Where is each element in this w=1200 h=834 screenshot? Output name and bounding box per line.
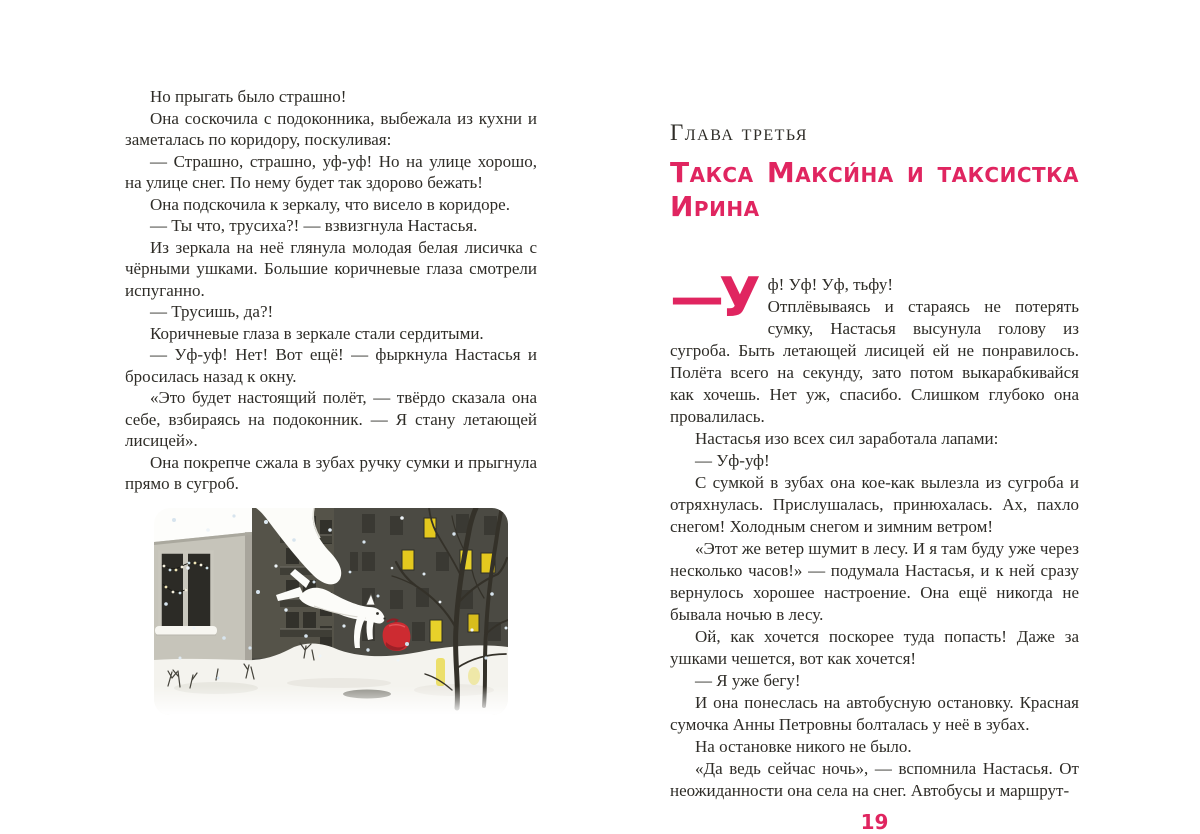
paragraph: — Уф-уф! Нет! Вот ещё! — фыркнула Настасья и бросилась назад к окну. [125, 345, 537, 386]
paragraph: Коричневые глаза в зеркале стали сердитыми. [150, 323, 484, 343]
left-page [125, 86, 537, 715]
page-number: 19 [860, 809, 889, 834]
chapter-title: Такса Макси́на и таксистка Ирина [670, 156, 1079, 223]
paragraph: «Это будет настоящий полёт, — твёрдо сказала она себе, взбираясь на подоконник. — Я стану летающей лисицей». [125, 388, 537, 450]
paragraph: Она соскочила с подоконника, выбежала из кухни и заметалась по коридору, поскуливая: [125, 108, 537, 149]
left-page-text [125, 86, 537, 495]
near-wall [154, 532, 252, 676]
paragraph: Она покрепче сжала в зубах ручку сумки и прыгнула прямо в сугроб. [125, 452, 537, 493]
drop-cap: —У [670, 266, 756, 329]
paragraph: Но прыгать было страшно! [150, 87, 347, 106]
fox-illustration [154, 508, 508, 715]
paragraph: С сумкой в зубах она кое-как вылезла из сугроба и отряхнулась. Прислушалась, принюхалась. Ах, пахло снегом! Холодным снегом и зимним ветром! [670, 472, 1079, 536]
paragraph: — Трусишь, да?! [150, 302, 274, 321]
paragraph: Она подскочила к зеркалу, что висело в коридоре. [150, 194, 510, 214]
paragraph: Из зеркала на неё глянула молодая белая лисичка с чёрными ушками. Большие коричневые глаза смотрели испуганно. [125, 237, 537, 300]
paragraph: «Этот же ветер шумит в лесу. И я там буду уже через несколько часов!» — подумала Настасья, и к ней сразу вернулось хорошее настроение. Она ещё никогда не бывала ночью в лесу. [670, 538, 1079, 624]
opening-line: ф! Уф! Уф, тьфу! [767, 275, 894, 294]
paragraph: — Уф-уф! [695, 450, 770, 470]
right-page [670, 120, 1079, 834]
paragraph: На остановке никого не было. [695, 736, 912, 756]
paragraph: И она понеслась на автобусную остановку. Красная сумочка Анны Петровны болталась у неё в зубах. [670, 692, 1079, 734]
right-page-text [670, 266, 1079, 802]
window-with-garland [155, 552, 217, 635]
paragraph: — Страшно, страшно, уф-уф! Но на улице хорошо, на улице снег. По нему будет так здорово бежать! [125, 151, 537, 192]
right-page-paragraphs [670, 428, 1079, 802]
opening-paragraph [670, 266, 1079, 428]
bottom-fade [154, 686, 508, 715]
paragraph: Настасья изо всех сил заработала лапами: [695, 428, 999, 448]
paragraph: Ой, как хочется поскорее туда попасть! Даже за ушками чешется, вот как хочется! [670, 626, 1079, 668]
paragraph: «Да ведь сейчас ночь», — вспомнила Настасья. От неожиданности она села на снег. Автобусы и маршрут- [670, 758, 1079, 800]
lead-paragraph: Отплёвываясь и стараясь не потерять сумку, Настасья высунула голову из сугроба. Быть летающей лисицей ей не понравилось. Полёта всего на секунду, зато потом выкарабкивайся как хочешь. Нет уж, спасибо. Слишком глубоко она провалилась. [670, 296, 1079, 426]
paragraph: — Ты что, трусиха?! — взвизгнула Настасья. [150, 216, 478, 235]
chapter-label: Глава третья [670, 120, 808, 145]
fox-eye [376, 612, 379, 615]
fox-illustration-svg [154, 508, 508, 715]
paragraph: — Я уже бегу! [695, 670, 801, 690]
